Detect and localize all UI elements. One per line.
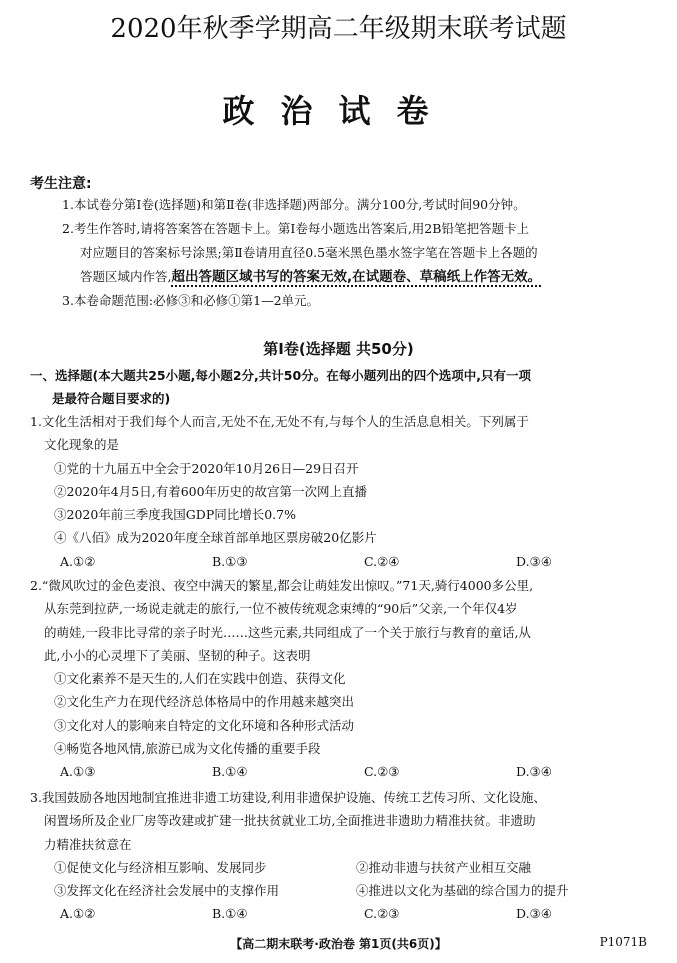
q2-choice-c: C.②③ xyxy=(364,764,400,780)
q1-choice-c: C.②④ xyxy=(364,553,400,569)
question-3 xyxy=(30,786,670,926)
q3-answer-choices xyxy=(30,902,670,925)
q1-answer-choices xyxy=(30,550,670,573)
q1-statement-1: ①党的十九届五中全会于2020年10月26日—29日召开 xyxy=(54,460,359,476)
q1-stem-line-1: 1.文化生活相对于我们每个人而言,无处不在,无处不有,与每个人的生活息息相关。下列属于 xyxy=(30,414,529,429)
part-1-title: 第Ⅰ卷(选择题 共50分) xyxy=(263,340,414,358)
page-footer: 【高二期末联考·政治卷 第1页(共6页)】 xyxy=(230,937,447,951)
q2-stem-line-2: 从东莞到拉萨,一场说走就走的旅行,一位不被传统观念束缚的“90后”父亲,一个年仅4岁 xyxy=(44,601,518,617)
q2-stem-line-1: 2.“微风吹过的金色麦浪、夜空中满天的繁星,都会让萌娃发出惊叹。”71天,骑行4000多公里, xyxy=(30,578,534,593)
q3-choice-b: B.①④ xyxy=(212,906,248,922)
q1-choice-a: A.①② xyxy=(60,553,96,569)
subject-title: 政治试卷 xyxy=(222,92,455,130)
notice-item-2-plain: 答题区域内作答, xyxy=(80,269,172,284)
q2-statement-4: ④畅览各地风情,旅游已成为文化传播的重要手段 xyxy=(54,741,321,757)
q3-statement-3: ③发挥文化在经济社会发展中的支撑作用 xyxy=(54,883,280,899)
question-2 xyxy=(30,574,670,784)
q3-stem-line-1: 3.我国鼓励各地因地制宜推进非遗工坊建设,利用非遗保护设施、传统工艺传习所、文化设施、 xyxy=(30,790,546,805)
q3-statement-4: ④推进以文化为基础的综合国力的提升 xyxy=(356,883,569,899)
notice-item-3: 3.本卷命题范围:必修③和必修①第1—2单元。 xyxy=(62,293,320,308)
instructions-line-2: 是最符合题目要求的) xyxy=(52,391,171,406)
q3-choice-c: C.②③ xyxy=(364,906,400,922)
q2-stem-line-4: 此,小小的心灵埋下了美丽、坚韧的种子。这表明 xyxy=(44,647,311,663)
q3-choice-d: D.③④ xyxy=(516,906,552,922)
q2-choice-b: B.①④ xyxy=(212,764,248,780)
notice-item-2-line-1: 2.考生作答时,请将答案答在答题卡上。第Ⅰ卷每小题选出答案后,用2B铅笔把答题卡上 xyxy=(62,221,529,236)
q3-statement-2: ②推动非遗与扶贫产业相互交融 xyxy=(356,859,532,875)
question-1 xyxy=(30,410,670,573)
exam-title: 2020年秋季学期高二年级期末联考试题 xyxy=(110,14,567,44)
paper-code: P1071B xyxy=(599,935,647,949)
part-1-instructions xyxy=(30,364,660,410)
q1-statement-3: ③2020年前三季度我国GDP同比增长0.7% xyxy=(54,507,296,523)
q2-statement-2: ②文化生产力在现代经济总体格局中的作用越来越突出 xyxy=(54,694,355,710)
q2-choice-a: A.①③ xyxy=(60,764,96,780)
notice-item-2-emphasis: 超出答题区域书写的答案无效,在试题卷、草稿纸上作答无效。 xyxy=(171,269,542,285)
notice-item-1: 1.本试卷分第Ⅰ卷(选择题)和第Ⅱ卷(非选择题)两部分。满分100分,考试时间90分钟。 xyxy=(62,197,526,212)
q2-choice-d: D.③④ xyxy=(516,764,552,780)
q1-stem-line-2: 文化现象的是 xyxy=(44,437,120,453)
q3-stem-line-2: 闲置场所及企业厂房等改建或扩建一批扶贫就业工坊,全面推进非遗助力精准扶贫。非遗助 xyxy=(44,813,536,829)
q3-statements-row-1 xyxy=(30,856,670,879)
q1-statement-2: ②2020年4月5日,有着600年历史的故宫第一次网上直播 xyxy=(54,483,368,499)
notice-heading: 考生注意: xyxy=(30,176,92,192)
instructions-line-1: 一、选择题(本大题共25小题,每小题2分,共计50分。在每小题列出的四个选项中,只有一项 xyxy=(30,368,531,383)
q1-choice-b: B.①③ xyxy=(212,553,248,569)
q2-stem-line-3: 的萌娃,一段非比寻常的亲子时光……这些元素,共同组成了一个关于旅行与教育的童话,从 xyxy=(44,624,531,640)
q2-statement-1: ①文化素养不是天生的,人们在实践中创造、获得文化 xyxy=(54,671,346,687)
notice-item-2-line-3 xyxy=(30,265,660,289)
q2-statement-3: ③文化对人的影响来自特定的文化环境和各种形式活动 xyxy=(54,717,355,733)
q3-statement-1: ①促使文化与经济相互影响、发展同步 xyxy=(54,859,267,875)
q1-statement-4: ④《八佰》成为2020年度全球首部单地区票房破20亿影片 xyxy=(54,530,377,546)
q1-choice-d: D.③④ xyxy=(516,553,552,569)
q3-choice-a: A.①② xyxy=(60,906,96,922)
notice-item-2-line-2: 对应题目的答案标号涂黑;第Ⅱ卷请用直径0.5毫米黑色墨水签字笔在答题卡上各题的 xyxy=(80,245,538,260)
q3-statements-row-2 xyxy=(30,879,670,902)
q3-stem-line-3: 力精准扶贫意在 xyxy=(44,836,132,852)
q2-answer-choices xyxy=(30,760,670,783)
notice-list xyxy=(30,193,660,313)
